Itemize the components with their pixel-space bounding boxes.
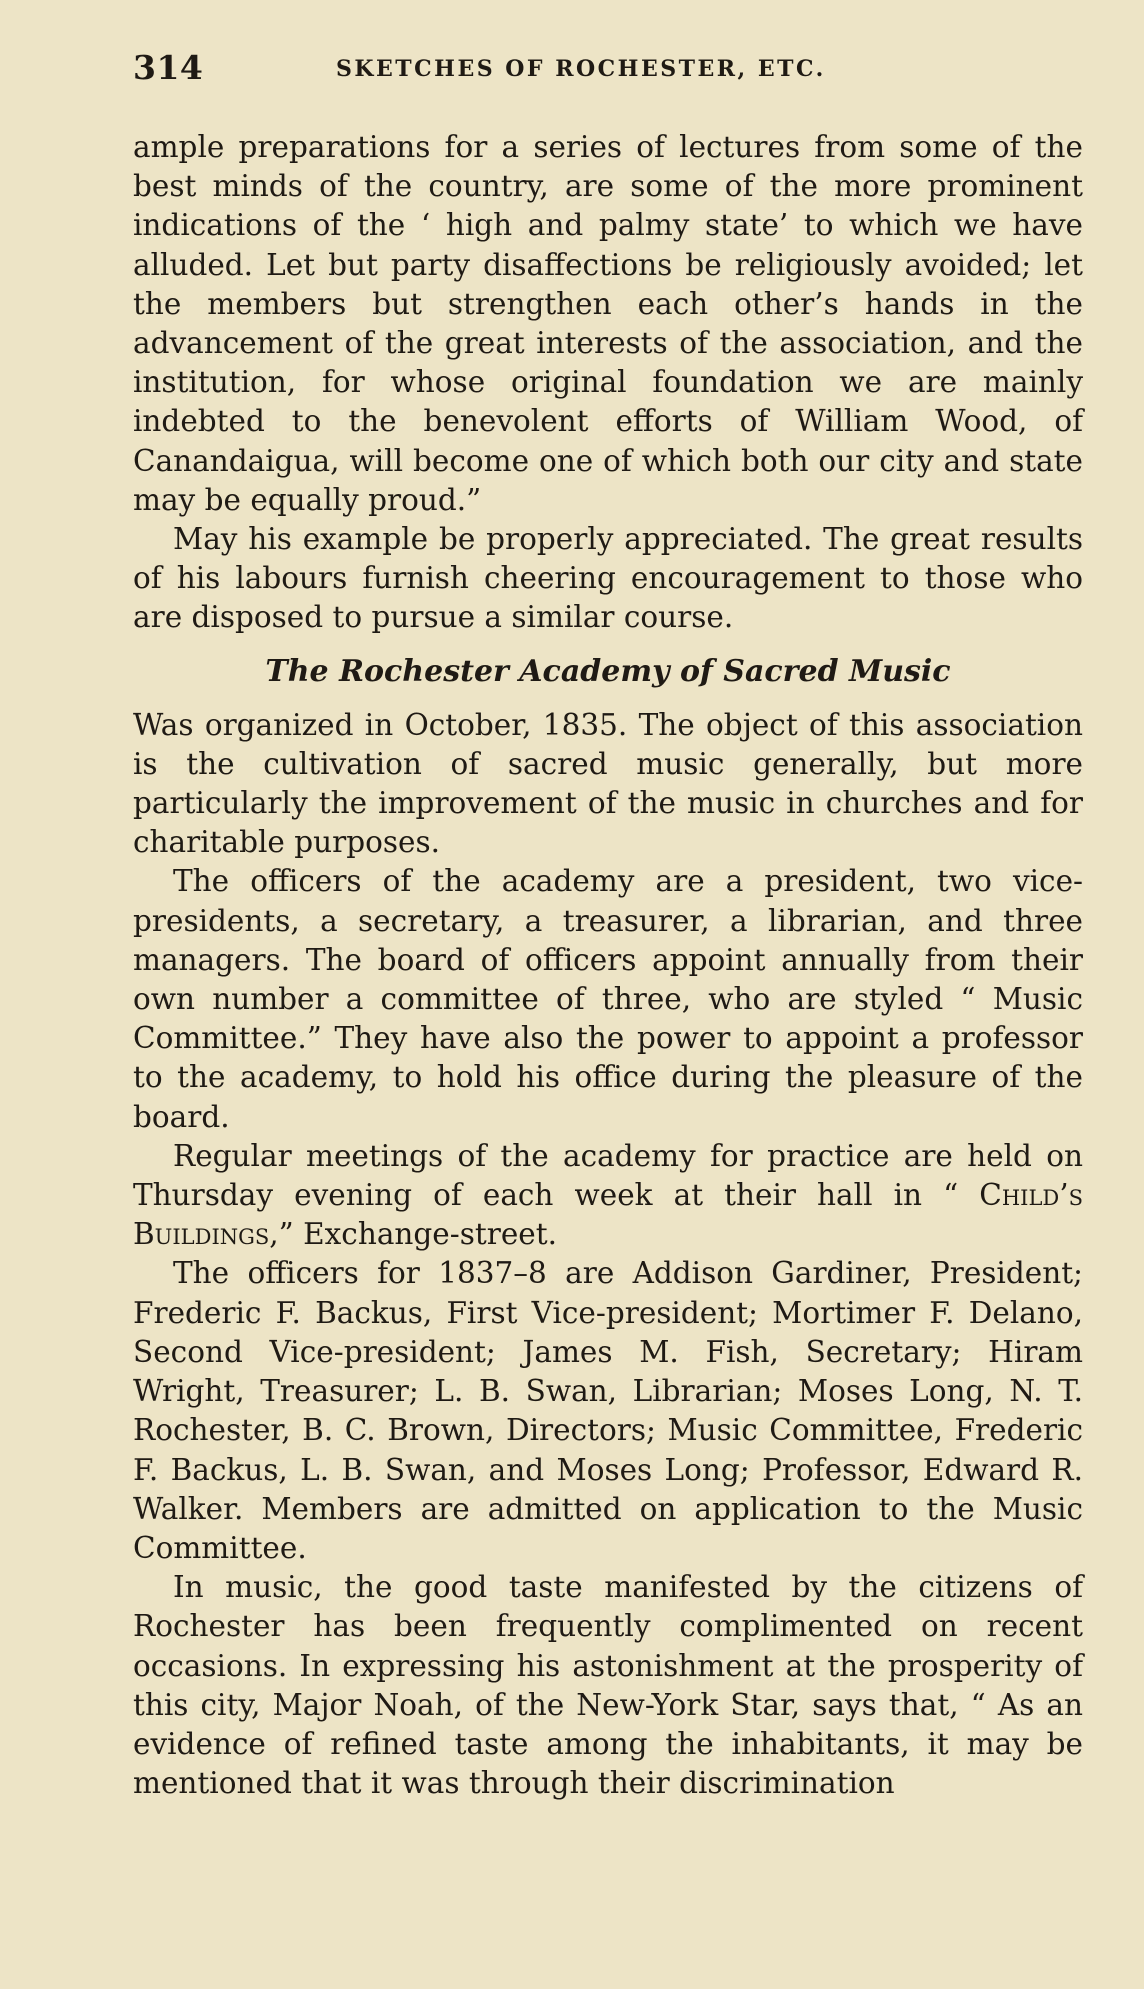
body-text — [133, 128, 1083, 1803]
paragraph-music-taste: In music, the good taste manifested by the citizens of Rochester has been frequently complimented on recent occasions. In expressing his astonishment at the prosperity of this city, Major Noah, of the New-York Star, says that, “ As an evidence of refined taste among the inhabitants, it may be mentioned that it was through their discrimination — [133, 1570, 1083, 1801]
meetings-text-start: Regular meetings of the academy for practice are held on Thursday evening of each week at their hall in “ — [133, 1138, 1083, 1213]
running-head — [133, 48, 1083, 88]
childs-buildings: Child’s Buildings — [133, 1178, 1083, 1252]
paragraph-officer-list: The officers for 1837–8 are Addison Gardiner, President; Frederic F. Backus, First Vice-president; Mortimer F. Delano, Second Vice-president; James M. Fish, Secretary; Hiram Wright, Treasurer; L. B. Swan, Librarian; Moses Long, N. T. Rochester, B. C. Brown, Directors; Music Committee, Frederic F. Backus, L. B. Swan, and Moses Long; Professor, Edward R. Walker. Members are admitted on application to the Music Committee. — [133, 1256, 1083, 1565]
section-heading: The Rochester Academy of Sacred Music — [265, 653, 951, 689]
paragraph-example: May his example be properly appreciated. The great results of his labours furnish cheering encouragement to those who are disposed to pursue a similar course. — [133, 522, 1083, 635]
paragraph-continued: ample preparations for a series of lectures from some of the best minds of the country, are some of the more prominent indications of the ‘ high and palmy state’ to which we have alluded. Let but party disaffections be religiously avoided; let the members but strengthen each other’s hands in the advancement of the great interests of the association, and the institution, for whose original foundation we are mainly indebted to the benevolent efforts of William Wood, of Canandaigua, will become one of which both our city and state may be equally proud.” — [133, 130, 1083, 517]
paragraph-officers: The officers of the academy are a president, two vice-presidents, a secretary, a treasurer, a librarian, and three managers. The board of officers appoint annually from their own number a committee of three, who are styled “ Music Committee.” They have also the power to appoint a professor to the academy, to hold his office during the pleasure of the board. — [133, 864, 1083, 1134]
paragraph-organized: Was organized in October, 1835. The object of this association is the cultivation of sacred music generally, but more particularly the improvement of the music in churches and for charitable purposes. — [133, 707, 1083, 860]
page-number: 314 — [133, 48, 204, 87]
paragraph-meetings — [133, 1137, 1083, 1255]
running-title: SKETCHES OF ROCHESTER, ETC. — [336, 56, 826, 82]
meetings-text-end: ,” Exchange-street. — [269, 1217, 557, 1252]
